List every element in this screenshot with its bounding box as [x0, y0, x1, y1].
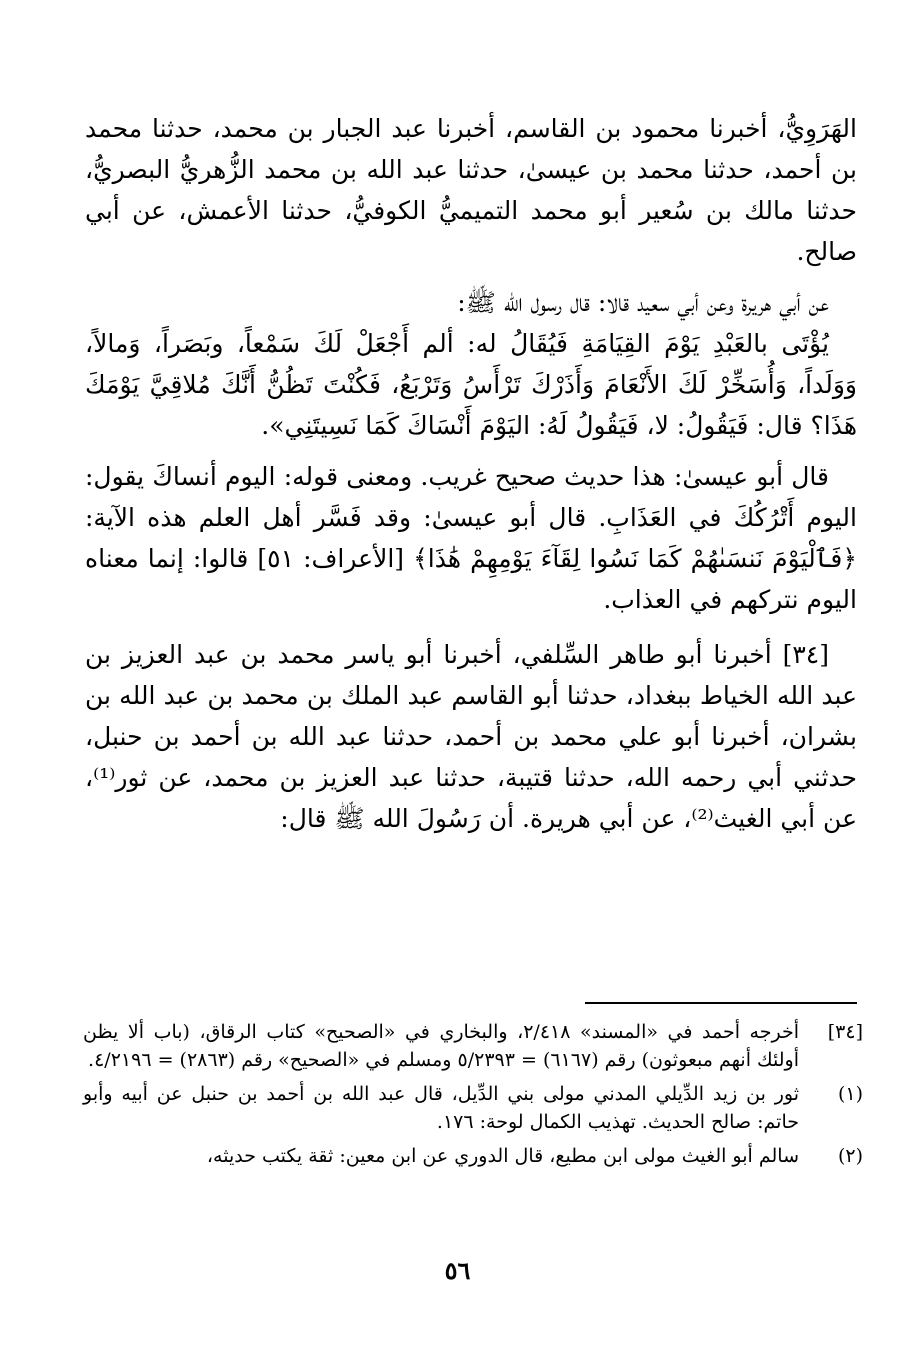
footnote-divider [585, 1002, 857, 1004]
paragraph-isnad: الهَرَوِيُّ، أخبرنا محمود بن القاسم، أخبرنا عبد الجبار بن محمد، حدثنا محمد بن أحمد، حدثنا محمد بن عيسىٰ، حدثنا عبد الله بن محمد الزُّهريُّ البصريُّ، حدثنا مالك بن سُعير أبو محمد التميميُّ الكوفيُّ، حدثنا الأعمش، عن أبي صالح. [85, 114, 857, 266]
footnote-item [83, 1018, 863, 1074]
footnote-text: أخرجه أحمد في «المسند» ٢/٤١٨، والبخاري في «الصحيح» كتاب الرقاق، (باب ألا يظن أولئك أنهم مبعوثون) رقم (٦١٦٧) = ٥/٢٣٩٣ ومسلم في «الصحيح» رقم (٢٨٦٣) = ٤/٢١٩٦. [83, 1021, 799, 1071]
main-text [85, 108, 857, 839]
footnote-item [83, 1142, 863, 1170]
footnote-marker: (١) [837, 1083, 863, 1105]
paragraph-hadith-34: [٣٤] أخبرنا أبو طاهر السِّلفي، أخبرنا أبو ياسر محمد بن عبد العزيز بن عبد الله الخياط ببغداد، حدثنا أبو القاسم عبد الملك بن محمد بن عبد الله بن بشران، أخبرنا أبو علي محمد بن أحمد، حدثنا عبد الله بن أحمد بن حنبل، حدثني أبي رحمه الله، حدثنا قتيبة، حدثنا عبد العزيز بن محمد، عن ثور⁽¹⁾، عن أبي الغيث⁽²⁾، عن أبي هريرة. أن رَسُولَ الله ﷺ قال: [85, 640, 857, 833]
footnote-text: ثور بن زيد الدِّيلي المدني مولى بني الدِّيل، قال عبد الله بن أحمد بن حنبل عن أبيه وأبو حاتم: صالح الحديث. تهذيب الكمال لوحة: ١٧٦. [83, 1083, 799, 1133]
footnote-item [83, 1080, 863, 1136]
footnote-marker: [٣٤] [827, 1021, 863, 1043]
page-number: ٥٦ [444, 1256, 471, 1285]
paragraph-hadith-narration: عن أبي هريرة وعن أبي سعيد قالا: قال رسول الله ﷺ: [457, 288, 829, 317]
footnote-marker: (٢) [837, 1145, 863, 1167]
footnotes [83, 1018, 863, 1176]
footnote-text: سالم أبو الغيث مولى ابن مطيع، قال الدوري عن ابن معين: ثقة يكتب حديثه، [206, 1145, 799, 1167]
paragraph-commentary: قال أبو عيسىٰ: هذا حديث صحيح غريب. ومعنى قوله: اليوم أنساكَ يقول: اليوم أَتْرُكُكَ في العَذَابِ. قال أبو عيسىٰ: وقد فَسَّر أهل العلم هذه الآية: ﴿فَٱلْيَوْمَ نَنسَىٰهُمْ كَمَا نَسُوا لِقَآءَ يَوْمِهِمْ هَٰذَا﴾ [الأعراف: ٥١] قالوا: إنما معناه اليوم نتركهم في العذاب. [85, 462, 857, 614]
paragraph-hadith-text: يُؤْتَى بالعَبْدِ يَوْمَ القِيَامَةِ فَيُقَالُ له: ألم أَجْعَلْ لَكَ سَمْعاً، وبَصَراً، وَمالاً، وَوَلَداً، وَأُسَخِّرْ لَكَ الأَنْعَامَ وَأَذَرْكَ تَرْأَسُ وَتَرْبَعُ، فَكُنْتَ تَظُنُّ أَنَّكَ مُلاقِيَّ يَوْمَكَ هَذَا؟ قال: فَيَقُولُ: لا، فَيَقُولُ لَهُ: اليَوْمَ أَنْسَاكَ كَمَا نَسِيتَنِي». [85, 329, 857, 440]
